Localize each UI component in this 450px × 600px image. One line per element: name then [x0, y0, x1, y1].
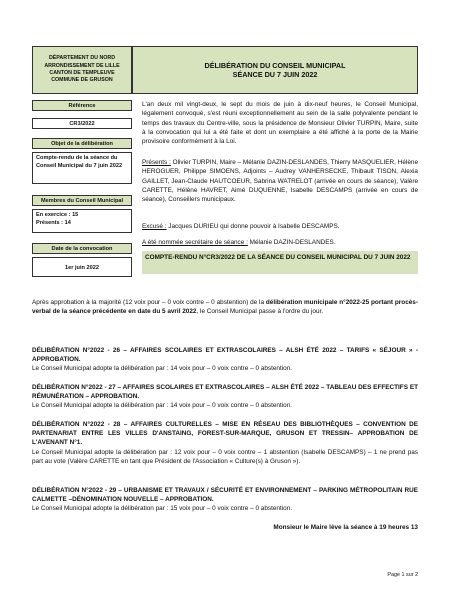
- objet-value: Compte-rendu de la séance du Conseil Municipal du 7 juin 2022: [32, 152, 132, 184]
- excuse-label: Excusé :: [142, 223, 167, 230]
- deliberation-title: DÉLIBÉRATION N°2022 - 27 – AFFAIRES SCOLAIRES ET EXTRASCOLAIRES – ALSH ÉTÉ 2022 – TABLEAU DES EFFECTIFS ET RÉMUNÉRATION – APPROBATION.: [32, 384, 418, 401]
- presents-label: Présents :: [142, 159, 171, 166]
- deliberation-title: DÉLIBÉRATION N°2022 - 28 – AFFAIRES CULTURELLES – MISE EN RÉSEAU DES BIBLIOTHÈQUES – CONVENTION DE PARTENARIAT ENTRE LES VILLES D'ANSTAING, FOREST-SUR-MARQUE, GRUSON ET TRESSIN– APPROBATION DE L'AVENANT N°1.: [32, 421, 418, 447]
- objet-label: Objet de la délibération: [32, 138, 132, 149]
- date-convocation-value: 1er juin 2022: [32, 257, 132, 277]
- deliberation-vote: Le Conseil Municipal adopte la délibération par : 14 voix pour – 0 voix contre – 0 abstention.: [32, 365, 293, 373]
- header-line: COMMUNE DE GRUSON: [51, 77, 113, 84]
- approval-deliberation: délibération municipale n°2022-25 portant procès-verbal de la séance précédente en date du 5 avril 2022: [32, 299, 418, 316]
- header-line: ARRONDISSEMENT DE LILLE: [44, 62, 120, 69]
- date-convocation-label: Date de la convocation: [32, 243, 132, 254]
- presents-paragraph: [142, 158, 418, 204]
- deliberation-28: [32, 420, 418, 466]
- deliberation-27: [32, 383, 418, 411]
- membres-label: Membres du Conseil Municipal: [32, 195, 132, 206]
- document-title-box: [132, 46, 418, 94]
- secretaire-paragraph: [142, 238, 418, 247]
- header-line: CANTON DE TEMPLEUVE: [49, 70, 115, 76]
- deliberation-vote: Le Conseil Municipal adopte la délibération par : 14 voix pour – 0 voix contre – 0 abstention.: [32, 402, 293, 410]
- deliberation-29: [32, 486, 418, 514]
- en-exercice: En exercice : 15: [36, 212, 79, 218]
- header-line: DÉPARTEMENT DU NORD: [48, 55, 116, 62]
- deliberation-vote: Le Conseil Municipal adopte la délibération par : 15 voix pour – 0 voix contre – 0 abstention.: [32, 505, 293, 513]
- excuse-text: Jacques DURIEU qui donne pouvoir à Isabelle DESCAMPS.: [166, 223, 340, 230]
- session-date-title: SÉANCE DU 7 JUIN 2022: [232, 70, 318, 79]
- presents-count: Présents : 14: [36, 219, 71, 226]
- department-header: [32, 46, 132, 94]
- excuse-paragraph: [142, 222, 418, 231]
- deliberation-26: [32, 346, 418, 374]
- reference-label: Référence: [32, 100, 132, 111]
- closing-statement: Monsieur le Maire lève la séance à 19 heures 13: [273, 524, 418, 531]
- approval-text: Après approbation à la majorité (12 voix pour – 0 voix contre – 0 abstention) de la: [32, 299, 266, 306]
- deliberation-title: DÉLIBÉRATION N°2022 - 26 – AFFAIRES SCOLAIRES ET EXTRASCOLAIRES – ALSH ÉTÉ 2022 – TARIFS « SÉJOUR » - APPROBATION.: [32, 347, 418, 364]
- approval-text-end: , le Conseil Municipal passe à l'ordre du jour.: [196, 308, 324, 316]
- secretaire-text: Mélanie DAZIN-DESLANDES.: [247, 239, 336, 246]
- compte-rendu-title: COMPTE-RENDU N°CR3/2022 DE LA SÉANCE DU CONSEIL MUNICIPAL DU 7 JUIN 2022: [142, 251, 418, 274]
- presents-list: Olivier TURPIN, Maire – Mélanie DAZIN-DESLANDES, Thierry MASQUELIER, Hélène HEROGUER, Philippe SIMOENS, Adjoints – Audrey VANHERSECKE, Thibault TISON, Alexia GAILLET, Jean-Claude HAUTCOEUR, Sabrina WATRELOT (arrivée en cours de séance), Valère CARETTE, Hélène HAVRET, Aimé DUQUENNE, Isabelle DESCAMPS (arrivée en cours de séance), Conseillers municipaux.: [142, 159, 419, 204]
- page-number: Page 1 sur 2: [387, 572, 418, 578]
- approval-paragraph: [32, 298, 418, 316]
- deliberation-vote: Le Conseil Municipal adopte la délibération par : 12 voix pour – 0 voix contre – 1 abstention (Isabelle DESCAMPS) – 1 ne prend pas part au vote (Valère CARETTE en tant que Président de l'Association « Culture(s) à Gruson »).: [32, 448, 418, 465]
- intro-paragraph: L'an deux mil vingt-deux, le sept du mois de juin à dix-neuf heures, le Conseil Municipal, légalement convoqué, s'est réuni exceptionnellement au sein de la salle polyvalente pendant le temps des travaux du Centre-ville, sous la présidence de Monsieur Olivier TURPIN, Maire, suite à la convocation qui lui a été faite et dont un exemplaire a été affiché à la porte de la Mairie provisoire conformément à la Loi.: [142, 101, 418, 146]
- document-title: DÉLIBÉRATION DU CONSEIL MUNICIPAL: [204, 61, 346, 70]
- deliberation-title: DÉLIBÉRATION N°2022 - 29 – URBANISME ET TRAVAUX / SÉCURITÉ ET ENVIRONNEMENT – PARKING MÉTROPOLITAIN RUE CALMETTE –DÉNOMINATION NOUVELLE – APPROBATION.: [32, 487, 418, 504]
- secretaire-label: A été nommée secrétaire de séance :: [142, 239, 248, 246]
- reference-value: CR3/2022: [32, 118, 132, 129]
- membres-counts: [32, 209, 132, 233]
